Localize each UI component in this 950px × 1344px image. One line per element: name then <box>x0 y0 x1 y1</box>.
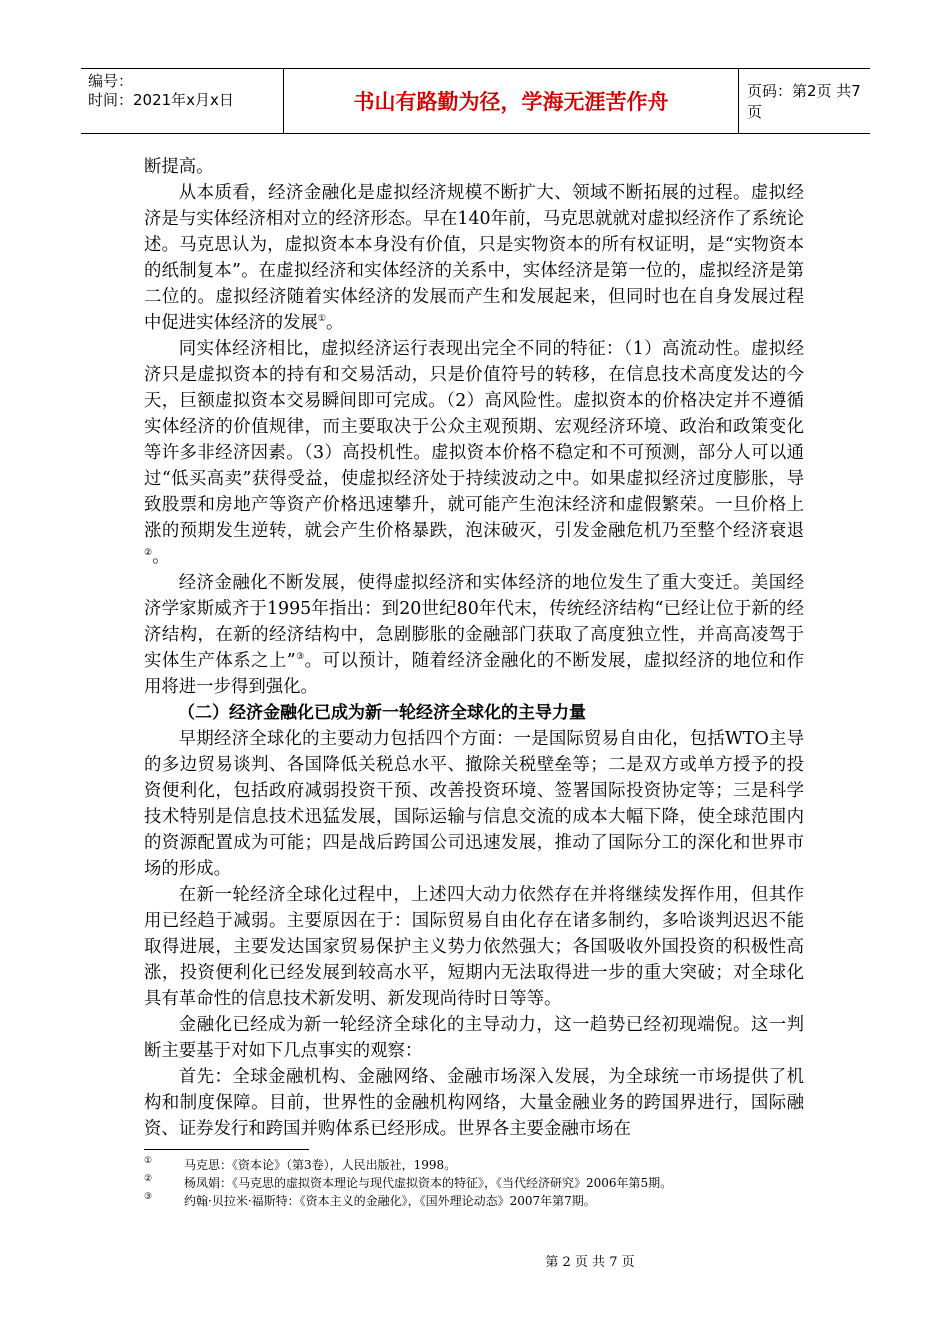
paragraph: 金融化已经成为新一轮经济全球化的主导动力，这一趋势已经初现端倪。这一判断主要基于对如下几点事实的观察： <box>144 1015 804 1061</box>
time-label: 时间：2021年x月x日 <box>88 91 234 109</box>
footnote-mark: ② <box>144 1174 153 1184</box>
section-heading: （二）经济金融化已成为新一轮经济全球化的主导力量 <box>178 703 586 723</box>
footnote-text: 杨凤娟：《马克思的虚拟资本理论与现代虚拟资本的特征》，《当代经济研究》2006年第5期。 <box>184 1176 673 1190</box>
paragraph: 早期经济全球化的主要动力包括四个方面：一是国际贸易自由化，包括WTO主导的多边贸易谈判、各国降低关税总水平、撤除关税壁垒等；二是双方或单方授予的投资便利化，包括政府减弱投资干预、改善投资环境、签署国际投资协定等；三是科学技术特别是信息技术迅猛发展，国际运输与信息交流的成本大幅下降，使全球范围内的资源配置成为可能；四是战后跨国公司迅速发展，推动了国际分工的深化和世界市场的形成。 <box>144 729 804 879</box>
header-meta-cell <box>81 69 284 133</box>
document-body <box>144 154 804 1142</box>
paragraph: 在新一轮经济全球化过程中，上述四大动力依然存在并将继续发挥作用，但其作用已经趋于减弱。主要原因在于：国际贸易自由化存在诸多制约，多哈谈判迟迟不能取得进展，主要发达国家贸易保护主义势力依然强大；各国吸收外国投资的积极性高涨，投资便利化已经发展到较高水平，短期内无法取得进一步的重大突破；对全球化具有革命性的信息技术新发明、新发现尚待时日等等。 <box>144 885 804 1009</box>
header-motto: 书山有路勤为径，学海无涯苦作舟 <box>284 69 739 133</box>
footnote-text: 马克思：《资本论》（第3卷），人民出版社，1998。 <box>184 1158 457 1172</box>
footnote-ref[interactable]: ③ <box>295 652 305 663</box>
paragraph: 首先：全球金融机构、金融网络、金融市场深入发展，为全球统一市场提供了机构和制度保障。目前，世界性的金融机构网络，大量金融业务的跨国界进行，国际融资、证券发行和跨国并购体系已经形成。世界各主要金融市场在 <box>144 1067 804 1139</box>
page-footer: 第 2 页 共 7 页 <box>545 1255 635 1270</box>
paragraph: 断提高。 <box>144 157 214 177</box>
footnotes <box>144 1156 824 1210</box>
footnote-item <box>144 1156 824 1174</box>
number-label: 编号： <box>88 72 134 90</box>
paragraph: 从本质看，经济金融化是虚拟经济规模不断扩大、领域不断拓展的过程。虚拟经济是与实体经济相对立的经济形态。早在140年前，马克思就就对虚拟经济作了系统论述。马克思认为，虚拟资本本身没有价值，只是实物资本的所有权证明，是“实物资本的纸制复本”。在虚拟经济和实体经济的关系中，实体经济是第一位的，虚拟经济是第二位的。虚拟经济随着实体经济的发展而产生和发展起来，但同时也在自身发展过程中促进实体经济的发展①。 <box>144 183 804 333</box>
footnote-mark: ① <box>144 1156 153 1166</box>
paragraph: 同实体经济相比，虚拟经济运行表现出完全不同的特征：（1）高流动性。虚拟经济只是虚拟资本的持有和交易活动，只是价值符号的转移，在信息技术高度发达的今天，巨额虚拟资本交易瞬间即可完成。（2）高风险性。虚拟资本的价格决定并不遵循实体经济的价值规律，而主要取决于公众主观预期、宏观经济环境、政治和政策变化等许多非经济因素。（3）高投机性。虚拟资本价格不稳定和不可预测，部分人可以通过“低买高卖”获得受益，使虚拟经济处于持续波动之中。如果虚拟经济过度膨胀，导致股票和房地产等资产价格迅速攀升，就可能产生泡沫经济和虚假繁荣。一旦价格上涨的预期发生逆转，就会产生价格暴跌，泡沫破灭，引发金融危机乃至整个经济衰退②。 <box>144 339 804 567</box>
footnote-text: 约翰·贝拉米·福斯特：《资本主义的金融化》，《国外理论动态》2007年第7期。 <box>184 1194 596 1208</box>
paragraph: 经济金融化不断发展，使得虚拟经济和实体经济的地位发生了重大变迁。美国经济学家斯威齐于1995年指出：到20世纪80年代末，传统经济结构“已经让位于新的经济结构，在新的经济结构中，急剧膨胀的金融部门获取了高度独立性，并高高凌驾于实体生产体系之上”③。可以预计，随着经济金融化的不断发展，虚拟经济的地位和作用将进一步得到强化。 <box>144 573 804 697</box>
header-page-label: 页码：第2页 共7页 <box>747 82 861 121</box>
footnote-mark: ③ <box>144 1192 153 1202</box>
footnote-ref[interactable]: ① <box>317 314 326 325</box>
footnote-item <box>144 1192 824 1210</box>
footnote-divider <box>144 1149 309 1150</box>
footnote-ref[interactable]: ② <box>144 548 153 559</box>
page-header <box>81 68 870 134</box>
footnote-item <box>144 1174 824 1192</box>
